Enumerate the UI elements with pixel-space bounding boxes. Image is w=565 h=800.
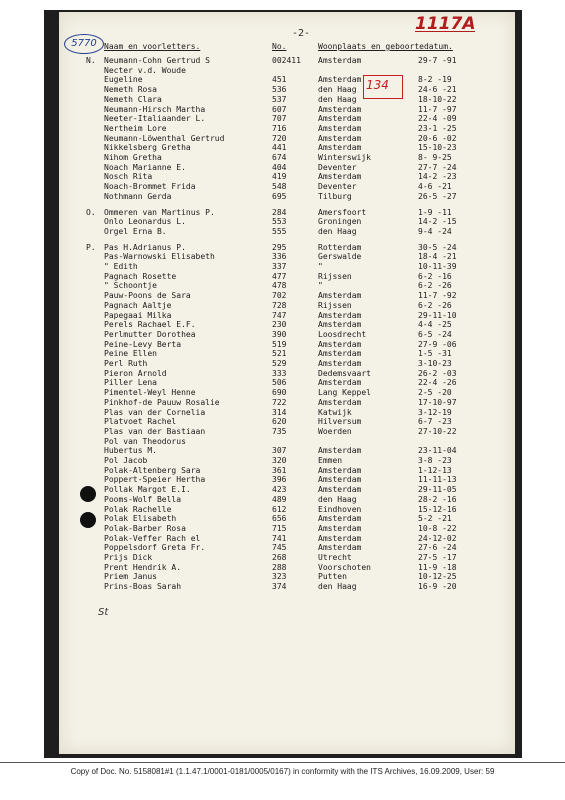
residence: Groningen [318,217,362,227]
residence: Amsterdam [318,114,362,124]
person-name: Pollak Margot E.I. [104,485,191,495]
person-name: Prent Hendrik A. [104,562,182,572]
person-name: Nemeth Clara [104,94,162,104]
birth-date: 29-11-10 [418,310,457,320]
person-name: Poppelsdorf Greta Fr. [104,543,206,553]
residence: Amsterdam [318,123,362,133]
residence: Amsterdam [318,310,362,320]
birth-date: 11-7 -92 [418,291,457,301]
residence: Loosdrecht [318,329,367,339]
birth-date: 27-9 -06 [418,339,457,349]
residence: Amsterdam [318,104,362,114]
residence: Amsterdam [318,378,362,388]
birth-date: 4-4 -25 [418,320,452,330]
record-number: 361 [272,465,287,475]
birth-date: 20-6 -02 [418,133,457,143]
birth-date: 22-4 -26 [418,378,457,388]
record-number: 553 [272,217,287,227]
residence: Woerden [318,426,352,436]
residence: Gerswalde [318,252,362,262]
person-name: Neumann-Hirsch Martha [104,104,206,114]
birth-date: 3-12-19 [418,407,452,417]
record-number: 715 [272,523,287,533]
record-number: 451 [272,75,287,85]
header-place: Woonplaats en geboortedatum. [318,42,453,51]
record-number: 423 [272,485,287,495]
table-row [0,163,565,173]
residence: Amsterdam [318,485,362,495]
person-name: Nemeth Rosa [104,85,157,95]
birth-date: 8- 9-25 [418,153,452,162]
birth-date: 1-5 -31 [418,349,452,359]
table-row [0,66,565,76]
residence: Emmen [318,456,343,465]
birth-date: 8-2 -19 [418,75,452,85]
person-name: Noach Marianne E. [104,162,186,172]
birth-date: 23-11-04 [418,446,457,456]
table-row [0,272,565,282]
birth-date: 11-11-13 [418,475,457,485]
birth-date: 14-2 -23 [418,172,457,182]
table-row [0,217,565,227]
residence: Amsterdam [318,359,362,368]
birth-date: 30-5 -24 [418,242,457,252]
person-name: Pooms-Wolf Bella [104,494,182,504]
footer-note: Copy of Doc. No. 5158081#1 (1.1.47.1/0001-0181/0005/0167) in conformity with the ITS Archives, 16.09.2009, User: 59 [70,767,495,776]
record-number: 336 [272,252,287,262]
table-row [0,466,565,476]
table-row [0,485,565,495]
table-row [0,192,565,202]
record-number: 396 [272,475,287,485]
birth-date: 3-8 -23 [418,456,452,465]
record-number: 555 [272,226,287,236]
header-number: No. [272,42,287,51]
residence: Amsterdam [318,133,362,143]
person-name: Neumann-Cohn Gertrud S [104,56,210,65]
table-row [0,446,565,456]
residence: Eindhoven [318,504,362,514]
residence: Deventer [318,182,357,192]
stamp-number: 5770 [64,34,104,54]
birth-date: 6-5 -24 [418,329,452,339]
residence: den Haag [318,85,357,95]
person-name: Necter v.d. Woude [104,65,186,75]
residence: Rotterdam [318,242,362,252]
record-number: 519 [272,339,287,349]
person-name: Pas-Warnowski Elisabeth [104,252,215,262]
residence: Rijssen [318,271,352,281]
birth-date: 10-8 -22 [418,523,457,533]
table-row [0,340,565,350]
record-number: 695 [272,191,287,201]
table-row [0,281,565,291]
birth-date: 23-1 -25 [418,123,457,133]
person-name: Pauw-Poons de Sara [104,291,191,301]
record-number: 620 [272,417,287,427]
table-row [0,359,565,369]
record-number: 548 [272,182,287,192]
page-number: -2- [292,28,311,39]
birth-date: 29-7 -91 [418,56,457,65]
person-name: Pagnach Aaltje [104,300,172,310]
record-number: 612 [272,504,287,514]
record-number: 735 [272,426,287,436]
table-row [0,105,565,115]
person-name: Peine Ellen [104,349,157,359]
person-name: Eugeline [104,75,143,85]
person-name: Neeter-Italiaander L. [104,114,206,124]
table-row [0,320,565,330]
birth-date: 1-12-13 [418,465,452,475]
table-row [0,495,565,505]
person-name: " Schoontje [104,281,157,291]
table-row [0,252,565,262]
person-name: Pieron Arnold [104,368,167,378]
record-number: 521 [272,349,287,359]
record-number: 722 [272,397,287,407]
record-number: 404 [272,162,287,172]
record-number: 337 [272,262,287,271]
birth-date: 27-7 -24 [418,162,457,172]
record-number: 716 [272,123,287,133]
residence: Voorschoten [318,562,371,572]
person-name: Nikkelsberg Gretha [104,143,191,153]
record-number: 374 [272,582,287,592]
table-row [0,124,565,134]
record-number: 307 [272,446,287,456]
residence: " [318,262,323,271]
record-number: 314 [272,407,287,417]
person-name: Pinkhof-de Pauuw Rosalie [104,397,220,407]
person-name: Polak-Barber Rosa [104,523,186,533]
record-number: 690 [272,388,287,398]
residence: Winterswijk [318,153,371,162]
record-number: 741 [272,533,287,543]
birth-date: 18-10-22 [418,94,457,104]
table-row [0,427,565,437]
person-name: Piller Lena [104,378,157,388]
record-number: 295 [272,242,287,252]
table-row [0,514,565,524]
birth-date: 5-2 -21 [418,514,452,524]
residence: Amsterdam [318,143,362,153]
section-letter: N. [86,56,96,65]
record-number: 702 [272,291,287,301]
person-name: Plas van der Cornelia [104,407,206,417]
residence: Amsterdam [318,172,362,182]
person-name: Pagnach Rosette [104,271,177,281]
birth-date: 17-10-97 [418,397,457,407]
red-box-number: 134 [366,78,389,92]
person-name: Perl Ruth [104,359,148,368]
residence: Amsterdam [318,75,362,85]
record-number: 745 [272,543,287,553]
birth-date: 6-2 -26 [418,281,452,291]
person-name: Platvoet Rachel [104,417,177,427]
residence: Amsterdam [318,56,362,65]
table-row [0,56,565,66]
record-number: 477 [272,271,287,281]
person-name: Nertheim Lore [104,123,167,133]
birth-date: 15-12-16 [418,504,457,514]
person-name: Orgel Erna B. [104,226,167,236]
person-name: Plas van der Bastiaan [104,426,206,436]
birth-date: 4-6 -21 [418,182,452,192]
table-row [0,311,565,321]
person-name: Nosch Rita [104,172,153,182]
table-row [0,95,565,105]
residence: Katwijk [318,407,352,417]
table-row [0,543,565,553]
person-name: Onlo Leonardus L. [104,217,186,227]
residence: Amsterdam [318,533,362,543]
person-name: Polak Elisabeth [104,514,177,524]
residence: " [318,281,323,291]
residence: Utrecht [318,553,352,562]
table-row [0,243,565,253]
residence: Amsterdam [318,523,362,533]
person-name: Polak Rachelle [104,504,172,514]
table-row [0,143,565,153]
residence: Amsterdam [318,291,362,301]
birth-date: 18-4 -21 [418,252,457,262]
table-row [0,563,565,573]
table-row [0,330,565,340]
person-name: " Edith [104,262,138,271]
record-number: 707 [272,114,287,124]
birth-date: 26-2 -03 [418,368,457,378]
table-row [0,85,565,95]
birth-date: 27-6 -24 [418,543,457,553]
residence: Dedemsvaart [318,368,371,378]
birth-date: 15-10-23 [418,143,457,153]
record-number: 284 [272,207,287,217]
residence: Amsterdam [318,514,362,524]
birth-date: 16-9 -20 [418,582,457,592]
birth-date: 24-12-02 [418,533,457,543]
record-number: 390 [272,329,287,339]
header-name: Naam en voorletters. [104,42,201,51]
birth-date: 28-2 -16 [418,494,457,504]
record-number: 323 [272,572,287,582]
record-number: 607 [272,104,287,114]
table-row [0,172,565,182]
record-number: 441 [272,143,287,153]
person-name: Nothmann Gerda [104,191,172,201]
person-name: Priem Janus [104,572,157,582]
table-row [0,572,565,582]
residence: Amersfoort [318,207,367,217]
table-row [0,134,565,144]
handwritten-initials: St [98,607,109,618]
birth-date: 9-4 -24 [418,226,452,236]
record-number: 288 [272,562,287,572]
person-name: Pol van Theodorus [104,436,186,446]
table-row [0,456,565,466]
table-row [0,208,565,218]
residence: Lang Keppel [318,388,371,398]
birth-date: 27-5 -17 [418,553,457,562]
table-row [0,378,565,388]
residence: Hilversum [318,417,362,427]
footer-rule [0,762,565,763]
record-number: 656 [272,514,287,524]
residence: Rijssen [318,300,352,310]
record-number: 674 [272,153,287,162]
table-row [0,182,565,192]
record-number: 506 [272,378,287,388]
residence: Amsterdam [318,446,362,456]
table-row [0,524,565,534]
birth-date: 6-2 -16 [418,271,452,281]
birth-date: 11-9 -18 [418,562,457,572]
person-name: Perels Rachael E.F. [104,320,196,330]
birth-date: 24-6 -21 [418,85,457,95]
person-name: Neumann-Löwenthal Gertrud [104,133,225,143]
residence: Amsterdam [318,349,362,359]
birth-date: 6-2 -26 [418,300,452,310]
person-name: Ommeren van Martinus P. [104,207,215,217]
residence: Amsterdam [318,320,362,330]
table-row [0,114,565,124]
table-row [0,437,565,447]
archive-number: 1117A [415,14,476,34]
person-name: Polak-Altenberg Sara [104,465,201,475]
table-row [0,417,565,427]
birth-date: 2-5 -20 [418,388,452,398]
residence: Amsterdam [318,465,362,475]
table-row [0,301,565,311]
residence: Deventer [318,162,357,172]
table-row [0,262,565,272]
record-number: 747 [272,310,287,320]
table-row [0,75,565,85]
table-row [0,534,565,544]
table-row [0,475,565,485]
birth-date: 14-2 -15 [418,217,457,227]
section-letter: P. [86,242,96,252]
table-row [0,369,565,379]
residence: Amsterdam [318,475,362,485]
person-name: Perlmutter Dorothea [104,329,196,339]
person-name: Pimentel-Weyl Henne [104,388,196,398]
table-row [0,505,565,515]
record-number: 529 [272,359,287,368]
person-name: Papegaai Milka [104,310,172,320]
residence: Putten [318,572,347,582]
record-number: 320 [272,456,287,465]
birth-date: 26-5 -27 [418,191,457,201]
birth-date: 11-7 -97 [418,104,457,114]
table-row [0,227,565,237]
person-name: Nihom Gretha [104,153,162,162]
residence: den Haag [318,94,357,104]
birth-date: 6-7 -23 [418,417,452,427]
birth-date: 10-12-25 [418,572,457,582]
record-number: 478 [272,281,287,291]
table-row [0,291,565,301]
person-name: Pas H.Adrianus P. [104,242,186,252]
residence: Amsterdam [318,339,362,349]
record-number: 002411 [272,56,301,65]
record-number: 419 [272,172,287,182]
table-row [0,153,565,163]
section-letter: O. [86,207,96,217]
table-row [0,388,565,398]
residence: den Haag [318,494,357,504]
table-row [0,398,565,408]
person-name: Pol Jacob [104,456,148,465]
person-name: Polak-Veffer Rach el [104,533,201,543]
birth-date: 27-10-22 [418,426,457,436]
residence: Amsterdam [318,397,362,407]
record-number: 489 [272,494,287,504]
person-name: Noach-Brommet Frida [104,182,196,192]
record-number: 720 [272,133,287,143]
birth-date: 22-4 -09 [418,114,457,124]
record-number: 333 [272,368,287,378]
person-name: Prins-Boas Sarah [104,582,182,592]
table-row [0,553,565,563]
table-row [0,349,565,359]
person-name: Hubertus M. [104,446,157,456]
table-row [0,582,565,592]
birth-date: 3-10-23 [418,359,452,368]
residence: den Haag [318,582,357,592]
residence: Tilburg [318,191,352,201]
birth-date: 10-11-39 [418,262,457,271]
record-number: 536 [272,85,287,95]
table-row [0,408,565,418]
record-number: 230 [272,320,287,330]
record-number: 728 [272,300,287,310]
birth-date: 1-9 -11 [418,207,452,217]
residence: Amsterdam [318,543,362,553]
person-name: Peine-Levy Berta [104,339,182,349]
record-number: 268 [272,553,287,562]
residence: den Haag [318,226,357,236]
record-number: 537 [272,94,287,104]
person-name: Prijs Dick [104,553,153,562]
person-name: Poppert-Speier Hertha [104,475,206,485]
birth-date: 29-11-05 [418,485,457,495]
